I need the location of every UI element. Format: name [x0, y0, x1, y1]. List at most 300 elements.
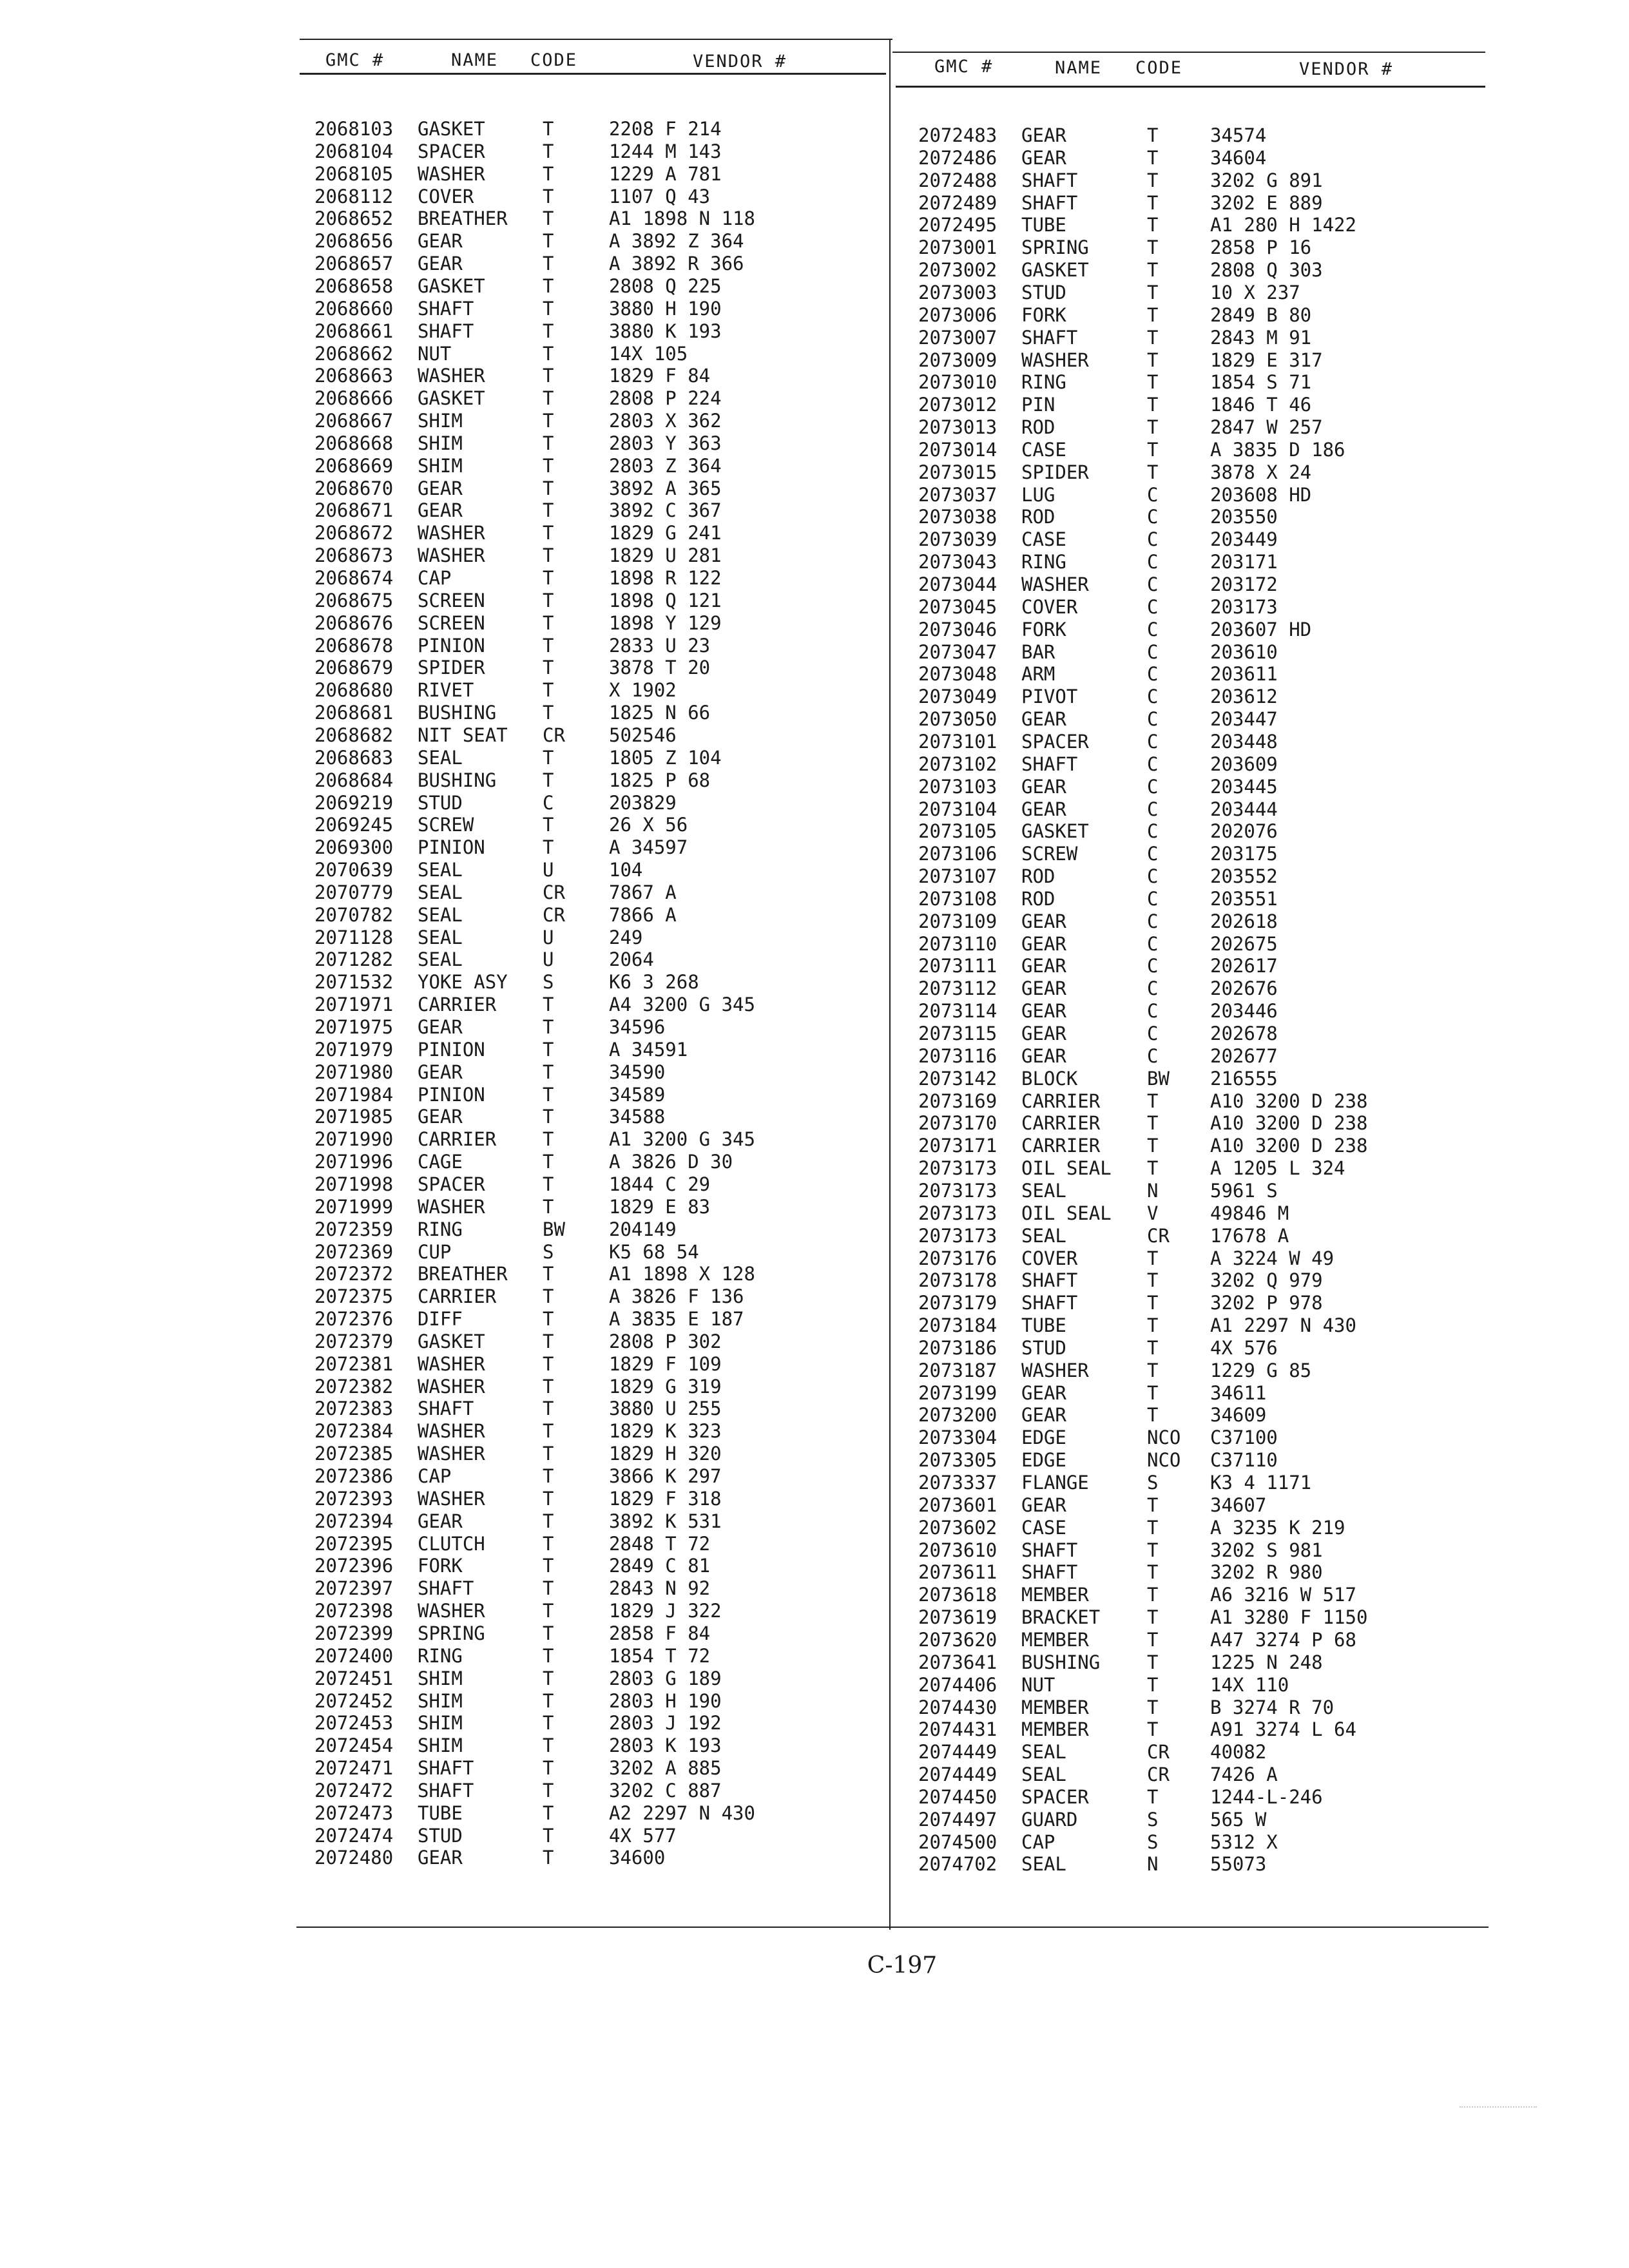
part-name: SHAFT	[1021, 191, 1078, 214]
gmc-number: 2068675	[314, 589, 394, 611]
code: T	[1147, 1404, 1159, 1427]
code: T	[543, 1757, 554, 1780]
vendor-number: 1244-L-246	[1210, 1785, 1323, 1808]
vendor-number: 3202 G 891	[1210, 169, 1323, 191]
gmc-number: 2072454	[314, 1735, 394, 1757]
part-name: CAGE	[418, 1151, 463, 1173]
part-name: SPACER	[1021, 1785, 1089, 1808]
header-code: CODE	[530, 50, 578, 70]
part-name: BAR	[1021, 640, 1055, 663]
code: T	[1147, 1539, 1159, 1561]
code: T	[1147, 371, 1159, 394]
part-name: SHAFT	[1021, 326, 1078, 349]
part-name: GEAR	[1021, 775, 1066, 798]
code: C	[1147, 730, 1159, 753]
part-name: CARRIER	[418, 1128, 497, 1151]
vendor-number: A1 2297 N 430	[1210, 1314, 1356, 1337]
gmc-number: 2073013	[918, 416, 998, 439]
part-name: SEAL	[1021, 1763, 1066, 1786]
code: T	[543, 253, 554, 275]
gmc-number: 2073107	[918, 865, 998, 888]
gmc-number: 2072451	[314, 1667, 394, 1689]
gmc-number: 2071971	[314, 994, 394, 1016]
code: T	[1147, 394, 1159, 416]
code: N	[1147, 1179, 1159, 1202]
code: T	[543, 162, 554, 185]
code: T	[543, 1689, 554, 1712]
gmc-number: 2068680	[314, 679, 394, 702]
part-name: FORK	[1021, 303, 1066, 326]
part-name: TUBE	[418, 1802, 463, 1824]
code: T	[543, 567, 554, 589]
vendor-number: K5 68 54	[609, 1240, 699, 1263]
code: C	[1147, 932, 1159, 955]
part-name: SHIM	[418, 1689, 463, 1712]
gmc-number: 2072483	[918, 124, 998, 146]
vendor-number: 2849 B 80	[1210, 303, 1312, 326]
part-name: SPRING	[1021, 236, 1089, 259]
part-name: SEAL	[1021, 1179, 1066, 1202]
gmc-number: 2073173	[918, 1157, 998, 1180]
gmc-number: 2073610	[918, 1539, 998, 1561]
scan-mark	[1460, 2106, 1537, 2109]
vendor-number: 203173	[1210, 595, 1278, 618]
gmc-number: 2073105	[918, 820, 998, 843]
part-name: GEAR	[1021, 955, 1066, 977]
vendor-number: 34596	[609, 1016, 666, 1038]
gmc-number: 2072375	[314, 1285, 394, 1308]
gmc-number: 2072473	[314, 1802, 394, 1824]
vendor-number: 10 X 237	[1210, 281, 1300, 303]
part-name: STUD	[418, 791, 463, 814]
vendor-number: 1829 F 109	[609, 1352, 722, 1375]
code: C	[1147, 1023, 1159, 1044]
vendor-number: A1 3200 G 345	[609, 1128, 755, 1151]
gmc-number: 2073103	[918, 775, 998, 798]
vendor-number: 1846 T 46	[1210, 394, 1312, 416]
gmc-number: 2073046	[918, 618, 998, 640]
gmc-number: 2072398	[314, 1600, 394, 1622]
gmc-number: 2068661	[314, 320, 394, 342]
code: T	[543, 1735, 554, 1757]
code: U	[543, 859, 554, 881]
part-name: GEAR	[418, 499, 463, 522]
part-name: SHIM	[418, 454, 463, 477]
vendor-number: 3202 C 887	[609, 1779, 722, 1802]
part-name: GEAR	[418, 477, 463, 499]
part-name: GEAR	[1021, 798, 1066, 820]
vendor-number: A1 1898 N 118	[609, 207, 755, 230]
part-name: WASHER	[418, 365, 485, 387]
gmc-number: 2072359	[314, 1218, 394, 1240]
gmc-number: 2068673	[314, 544, 394, 567]
vendor-number: 2064	[609, 948, 654, 971]
gmc-number: 2072452	[314, 1689, 394, 1712]
vendor-number: 3878 X 24	[1210, 461, 1312, 483]
part-name: WASHER	[418, 1600, 485, 1622]
gmc-number: 2074450	[918, 1785, 998, 1808]
gmc-number: 2073184	[918, 1314, 998, 1337]
vendor-number: A 3826 D 30	[609, 1151, 733, 1173]
part-name: GEAR	[1021, 977, 1066, 1000]
header-underline-left	[300, 73, 886, 75]
vendor-number: 3880 U 255	[609, 1398, 722, 1420]
code: BW	[1147, 1067, 1170, 1090]
vendor-number: 1854 S 71	[1210, 371, 1312, 394]
code: T	[543, 274, 554, 297]
part-name: CAP	[1021, 1831, 1055, 1853]
code: T	[543, 410, 554, 432]
part-name: SEAL	[418, 881, 463, 903]
code: T	[1147, 461, 1159, 483]
vendor-number: 7426 A	[1210, 1763, 1278, 1786]
part-name: SEAL	[418, 859, 463, 881]
gmc-number: 2074431	[918, 1718, 998, 1741]
vendor-number: 565 W	[1210, 1808, 1267, 1831]
column-divider	[889, 39, 891, 1930]
part-name: ROD	[1021, 865, 1055, 888]
part-name: GEAR	[1021, 1000, 1066, 1023]
gmc-number: 2073109	[918, 910, 998, 932]
gmc-number: 2073602	[918, 1516, 998, 1539]
vendor-number: A6 3216 W 517	[1210, 1584, 1356, 1606]
part-name: CAP	[418, 567, 452, 589]
code: T	[543, 1644, 554, 1667]
vendor-number: A 1205 L 324	[1210, 1157, 1345, 1180]
vendor-number: 5312 X	[1210, 1831, 1278, 1853]
part-name: GASKET	[418, 118, 485, 140]
code: T	[1147, 1247, 1159, 1269]
part-name: WASHER	[418, 1420, 485, 1443]
part-name: BLOCK	[1021, 1067, 1078, 1090]
vendor-number: A 34597	[609, 836, 688, 859]
part-name: SHAFT	[1021, 1539, 1078, 1561]
header-vendor: VENDOR #	[1299, 59, 1394, 79]
gmc-number: 2072394	[314, 1510, 394, 1532]
part-name: ROD	[1021, 506, 1055, 528]
gmc-number: 2070639	[314, 859, 394, 881]
code: CR	[1147, 1763, 1170, 1786]
code: T	[1147, 146, 1159, 169]
code: T	[1147, 1494, 1159, 1516]
vendor-number: 203448	[1210, 730, 1278, 753]
gmc-number: 2073170	[918, 1112, 998, 1135]
gmc-number: 2068660	[314, 297, 394, 320]
code: S	[1147, 1472, 1159, 1494]
part-name: SHIM	[418, 432, 463, 454]
code: T	[543, 342, 554, 365]
code: T	[543, 1061, 554, 1083]
vendor-number: 203444	[1210, 798, 1278, 820]
vendor-number: 1225 N 248	[1210, 1651, 1323, 1673]
vendor-number: 2803 Y 363	[609, 432, 722, 454]
vendor-number: 202675	[1210, 932, 1278, 955]
part-name: GEAR	[1021, 1494, 1066, 1516]
code: T	[1147, 416, 1159, 439]
gmc-number: 2073173	[918, 1202, 998, 1224]
gmc-number: 2068681	[314, 702, 394, 724]
code: C	[1147, 663, 1159, 686]
code: T	[543, 769, 554, 791]
gmc-number: 2073171	[918, 1135, 998, 1157]
vendor-number: A 3235 K 219	[1210, 1516, 1345, 1539]
code: C	[1147, 640, 1159, 663]
code: T	[543, 387, 554, 410]
vendor-number: 1107 Q 43	[609, 185, 711, 207]
gmc-number: 2073047	[918, 640, 998, 663]
part-name: BRACKET	[1021, 1606, 1101, 1629]
vendor-number: 14X 110	[1210, 1673, 1289, 1696]
part-name: COVER	[1021, 595, 1078, 618]
code: S	[543, 1240, 554, 1263]
vendor-number: 104	[609, 859, 643, 881]
gmc-number: 2072471	[314, 1757, 394, 1780]
gmc-number: 2071996	[314, 1151, 394, 1173]
gmc-number: 2073112	[918, 977, 998, 1000]
gmc-number: 2074500	[918, 1831, 998, 1853]
code: T	[1147, 1090, 1159, 1112]
code: U	[543, 926, 554, 948]
gmc-number: 2073050	[918, 708, 998, 731]
vendor-number: 202618	[1210, 910, 1278, 932]
code: T	[1147, 281, 1159, 303]
part-name: RING	[1021, 371, 1066, 394]
vendor-number: 204149	[609, 1218, 677, 1240]
code: T	[1147, 1157, 1159, 1180]
vendor-number: 1829 H 320	[609, 1443, 722, 1465]
part-name: COVER	[418, 185, 474, 207]
vendor-number: A10 3200 D 238	[1210, 1112, 1368, 1135]
code: C	[1147, 528, 1159, 551]
vendor-number: 2803 J 192	[609, 1712, 722, 1735]
code: T	[1147, 191, 1159, 214]
part-name: CARRIER	[1021, 1135, 1101, 1157]
part-name: SCREW	[1021, 843, 1078, 865]
vendor-number: 1829 E 317	[1210, 349, 1323, 371]
gmc-number: 2068666	[314, 387, 394, 410]
gmc-number: 2074497	[918, 1808, 998, 1831]
vendor-number: A1 280 H 1422	[1210, 214, 1356, 236]
code: BW	[543, 1218, 565, 1240]
gmc-number: 2071984	[314, 1083, 394, 1106]
vendor-number: 1898 Y 129	[609, 611, 722, 634]
code: T	[543, 454, 554, 477]
code: T	[543, 1398, 554, 1420]
vendor-number: 34589	[609, 1083, 666, 1106]
vendor-number: 2843 M 91	[1210, 326, 1312, 349]
gmc-number: 2073001	[918, 236, 998, 259]
gmc-number: 2069245	[314, 814, 394, 836]
gmc-number: 2068679	[314, 657, 394, 679]
vendor-number: 203447	[1210, 708, 1278, 731]
code: T	[1147, 1718, 1159, 1741]
part-name: SEAL	[1021, 1224, 1066, 1247]
part-name: SPIDER	[418, 657, 485, 679]
code: T	[543, 297, 554, 320]
code: CR	[1147, 1224, 1170, 1247]
vendor-number: 202617	[1210, 955, 1278, 977]
code: C	[543, 791, 554, 814]
part-name: GEAR	[1021, 910, 1066, 932]
gmc-number: 2073039	[918, 528, 998, 551]
part-name: PIVOT	[1021, 686, 1078, 708]
part-name: STUD	[1021, 1336, 1066, 1359]
part-name: SHAFT	[418, 1398, 474, 1420]
gmc-number: 2073178	[918, 1269, 998, 1292]
gmc-number: 2073038	[918, 506, 998, 528]
vendor-number: 1825 P 68	[609, 769, 711, 791]
vendor-number: 202676	[1210, 977, 1278, 1000]
part-name: ARM	[1021, 663, 1055, 686]
part-name: CAP	[418, 1465, 452, 1487]
part-name: SEAL	[418, 746, 463, 769]
part-name: GASKET	[418, 274, 485, 297]
gmc-number: 2072480	[314, 1847, 394, 1869]
gmc-number: 2068662	[314, 342, 394, 365]
gmc-number: 2073110	[918, 932, 998, 955]
part-name: WASHER	[418, 1195, 485, 1218]
gmc-number: 2072386	[314, 1465, 394, 1487]
vendor-number: 4X 576	[1210, 1336, 1278, 1359]
code: T	[543, 1352, 554, 1375]
vendor-number: 2847 W 257	[1210, 416, 1323, 439]
code: T	[1147, 1561, 1159, 1584]
part-name: SHAFT	[418, 1757, 474, 1780]
part-name: PINION	[418, 634, 485, 657]
code: T	[543, 499, 554, 522]
vendor-number: 1829 U 281	[609, 544, 722, 567]
vendor-number: 3892 C 367	[609, 499, 722, 522]
part-name: TUBE	[1021, 1314, 1066, 1337]
gmc-number: 2073611	[918, 1561, 998, 1584]
code: T	[1147, 1584, 1159, 1606]
part-name: YOKE ASY	[418, 971, 508, 994]
gmc-number: 2068112	[314, 185, 394, 207]
vendor-number: A10 3200 D 238	[1210, 1090, 1368, 1112]
code: T	[1147, 1628, 1159, 1651]
part-name: NIT SEAT	[418, 724, 508, 746]
vendor-number: 2803 Z 364	[609, 454, 722, 477]
part-name: SHAFT	[1021, 753, 1078, 775]
code: T	[543, 477, 554, 499]
gmc-number: 2073009	[918, 349, 998, 371]
gmc-number: 2073012	[918, 394, 998, 416]
part-name: FORK	[418, 1555, 463, 1577]
gmc-number: 2068657	[314, 253, 394, 275]
gmc-number: 2072396	[314, 1555, 394, 1577]
code: T	[543, 1667, 554, 1689]
code: T	[543, 1600, 554, 1622]
part-name: GEAR	[418, 1847, 463, 1869]
code: T	[543, 207, 554, 230]
gmc-number: 2073006	[918, 303, 998, 326]
part-name: PIN	[1021, 394, 1055, 416]
code: CR	[543, 724, 565, 746]
vendor-number: 2808 Q 303	[1210, 259, 1323, 282]
gmc-number: 2073304	[918, 1427, 998, 1449]
gmc-number: 2068103	[314, 118, 394, 140]
code: T	[543, 634, 554, 657]
gmc-number: 2072486	[918, 146, 998, 169]
gmc-number: 2072453	[314, 1712, 394, 1735]
vendor-number: 1898 Q 121	[609, 589, 722, 611]
code: T	[543, 1847, 554, 1869]
vendor-number: 3878 T 20	[609, 657, 711, 679]
gmc-number: 2074430	[918, 1696, 998, 1718]
part-name: SHIM	[418, 410, 463, 432]
part-name: EDGE	[1021, 1427, 1066, 1449]
code: T	[543, 702, 554, 724]
gmc-number: 2068663	[314, 365, 394, 387]
part-name: GEAR	[418, 1106, 463, 1128]
code: T	[543, 1824, 554, 1847]
vendor-number: 203607 HD	[1210, 618, 1312, 640]
code: T	[543, 1420, 554, 1443]
code: T	[543, 544, 554, 567]
vendor-number: 203608 HD	[1210, 483, 1312, 506]
code: T	[543, 1532, 554, 1555]
vendor-number: 1805 Z 104	[609, 746, 722, 769]
vendor-number: 40082	[1210, 1741, 1267, 1763]
part-name: SHAFT	[1021, 1561, 1078, 1584]
part-name: SHAFT	[418, 320, 474, 342]
gmc-number: 2073115	[918, 1023, 998, 1044]
code: T	[543, 1577, 554, 1600]
part-name: GEAR	[1021, 708, 1066, 731]
part-name: OIL SEAL	[1021, 1157, 1112, 1180]
part-name: WASHER	[418, 544, 485, 567]
gmc-number: 2072474	[314, 1824, 394, 1847]
code: C	[1147, 910, 1159, 932]
vendor-number: 7867 A	[609, 881, 677, 903]
vendor-number: 1854 T 72	[609, 1644, 711, 1667]
vendor-number: A2 2297 N 430	[609, 1802, 755, 1824]
gmc-number: 2068669	[314, 454, 394, 477]
gmc-number: 2071999	[314, 1195, 394, 1218]
gmc-number: 2074449	[918, 1741, 998, 1763]
part-name: STUD	[418, 1824, 463, 1847]
part-name: PINION	[418, 1083, 485, 1106]
vendor-number: A10 3200 D 238	[1210, 1135, 1368, 1157]
gmc-number: 2073305	[918, 1449, 998, 1472]
part-name: OIL SEAL	[1021, 1202, 1112, 1224]
vendor-number: 34604	[1210, 146, 1267, 169]
vendor-number: 34600	[609, 1847, 666, 1869]
part-name: BUSHING	[418, 702, 497, 724]
code: T	[543, 611, 554, 634]
vendor-number: 2808 P 302	[609, 1330, 722, 1352]
gmc-number: 2068656	[314, 230, 394, 253]
gmc-number: 2071975	[314, 1016, 394, 1038]
gmc-number: 2073045	[918, 595, 998, 618]
vendor-number: 55073	[1210, 1853, 1267, 1876]
gmc-number: 2072376	[314, 1308, 394, 1331]
gmc-number: 2073015	[918, 461, 998, 483]
code: NCO	[1147, 1449, 1181, 1472]
part-name: RING	[1021, 551, 1066, 573]
code: T	[543, 1173, 554, 1195]
gmc-number: 2073049	[918, 686, 998, 708]
gmc-number: 2073002	[918, 259, 998, 282]
top-rule-right	[892, 52, 1485, 53]
header-gmc: GMC #	[934, 57, 994, 77]
code: T	[543, 1555, 554, 1577]
vendor-number: 2849 C 81	[609, 1555, 711, 1577]
code: C	[1147, 977, 1159, 1000]
vendor-number: 203612	[1210, 686, 1278, 708]
code: T	[1147, 1135, 1159, 1157]
vendor-number: 2208 F 214	[609, 118, 722, 140]
